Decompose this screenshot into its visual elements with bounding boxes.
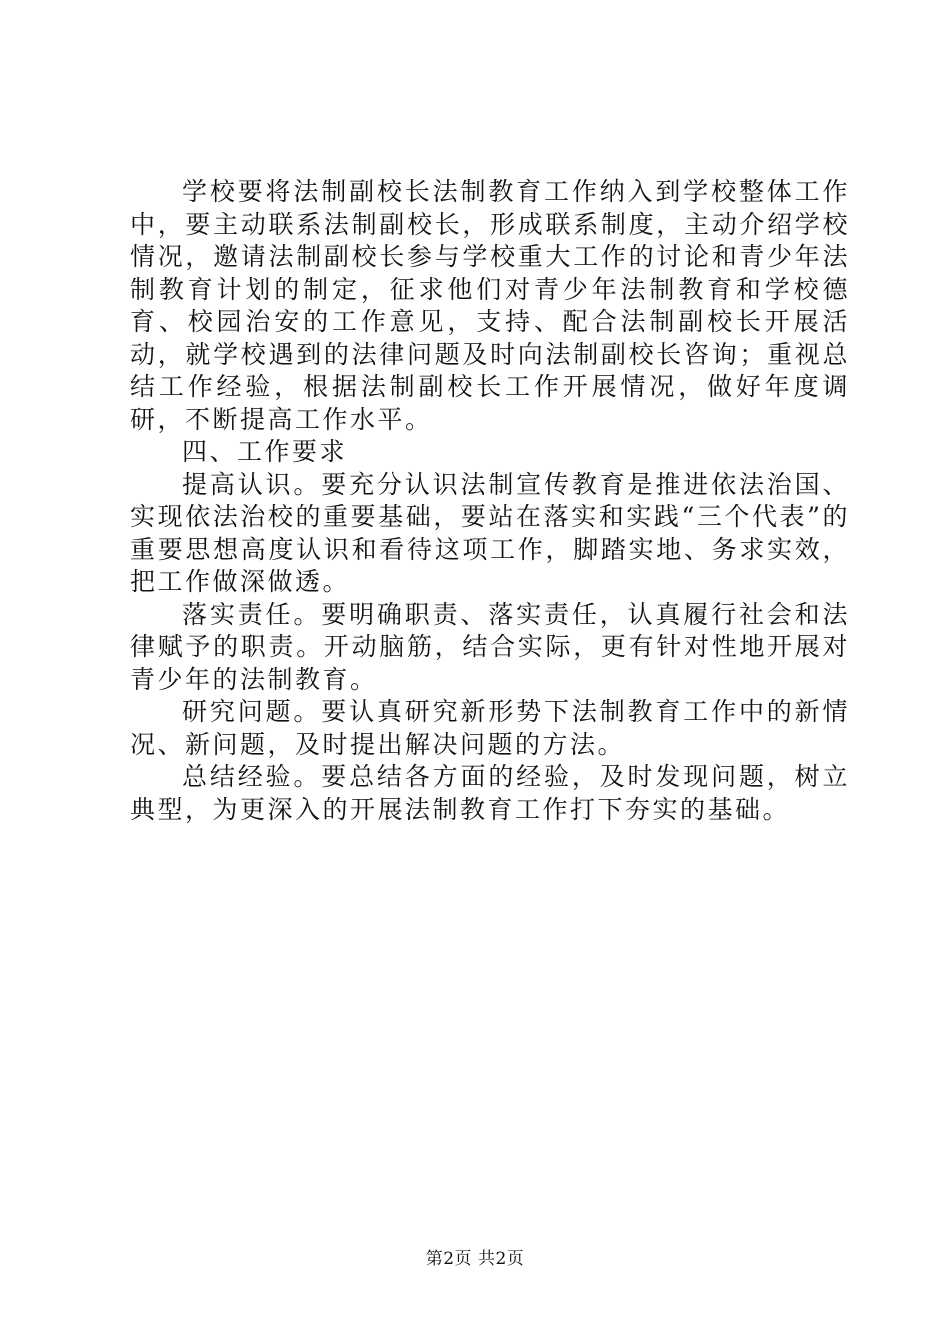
page-number-footer: 第2页 共2页 [425, 1249, 525, 1269]
paragraph-school-cooperation: 学校要将法制副校长法制教育工作纳入到学校整体工作中，要主动联系法制副校长，形成联系制度，主动介绍学校情况，邀请法制副校长参与学校重大工作的讨论和青少年法制教育计划的制定，征求他们对青少年法制教育和学校德育、校园治安的工作意见，支持、配合法制副校长开展活动，就学校遇到的法律问题及时向法制副校长咨询；重视总结工作经验，根据法制副校长工作开展情况，做好年度调研，不断提高工作水平。 [130, 177, 850, 434]
paragraph-summarize-experience: 总结经验。要总结各方面的经验，及时发现问题，树立典型，为更深入的开展法制教育工作打下夯实的基础。 [130, 762, 850, 824]
paragraph-implement-responsibility: 落实责任。要明确职责、落实责任，认真履行社会和法律赋予的职责。开动脑筋，结合实际，更有针对性地开展对青少年的法制教育。 [130, 599, 850, 694]
section-heading-work-requirements: 四、工作要求 [182, 437, 348, 466]
paragraph-raise-awareness: 提高认识。要充分认识法制宣传教育是推进依法治国、实现依法治校的重要基础，要站在落实和实践“三个代表”的重要思想高度认识和看待这项工作，脚踏实地、务求实效，把工作做深做透。 [130, 469, 850, 596]
paragraph-study-problems: 研究问题。要认真研究新形势下法制教育工作中的新情况、新问题，及时提出解决问题的方法。 [130, 697, 850, 759]
document-body [130, 176, 850, 826]
